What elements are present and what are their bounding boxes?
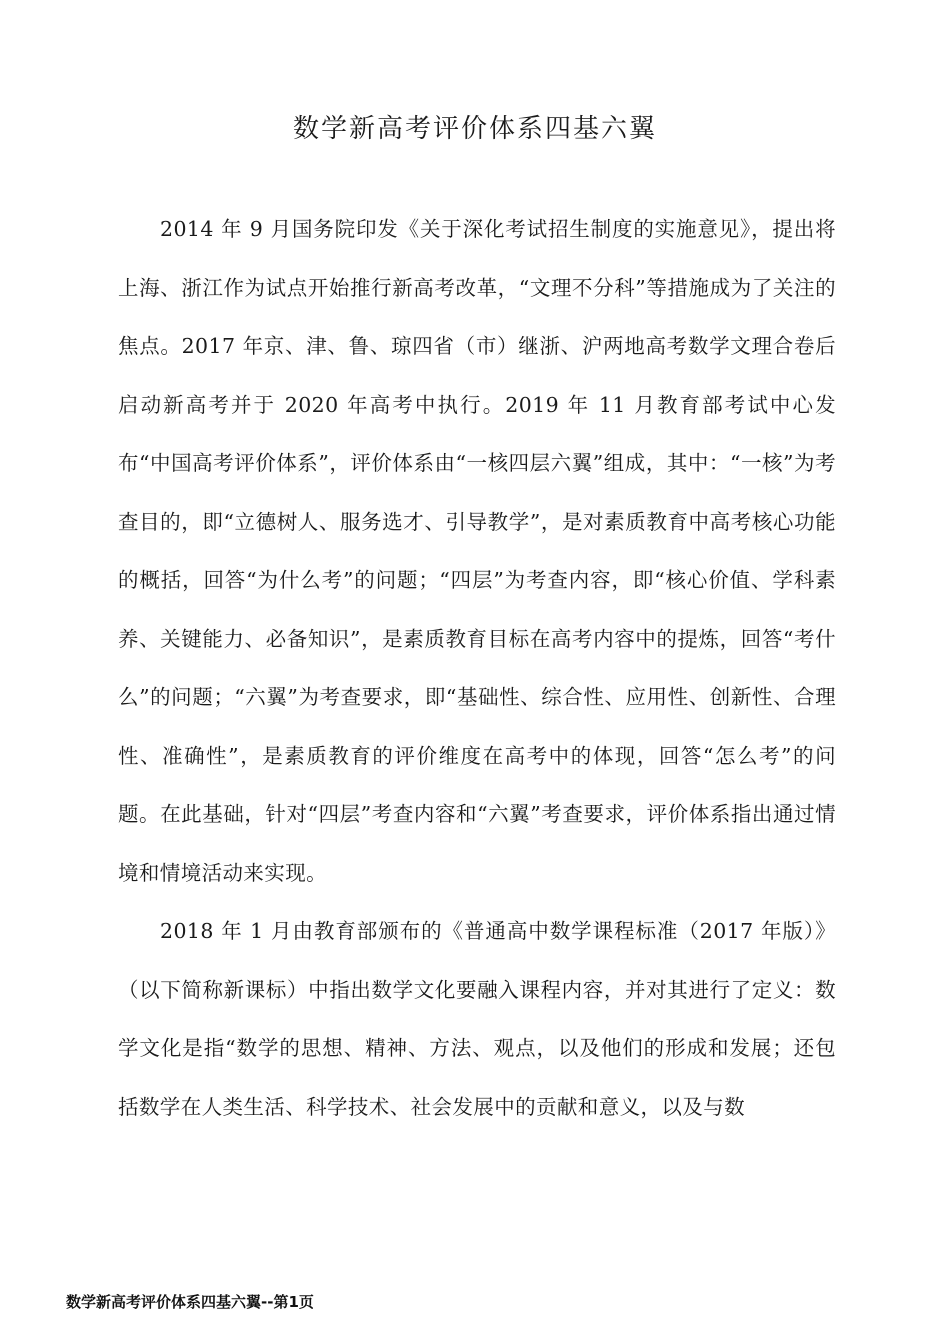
document-title: 数学新高考评价体系四基六翼 [292,114,657,144]
page-footer: 数学新高考评价体系四基六翼--第1页 [66,1293,314,1311]
paragraph-1: 2014 年 9 月国务院印发《关于深化考试招生制度的实施意见》，提出将上海、浙江作为试点开始推行新高考改革，“文理不分科”等措施成为了关注的焦点。2017 年京、津、鲁、琼四省（市）继浙、沪两地高考数学文理合卷后启动新高考并于 2020 年高考中执行。2019 年 11 月教育部考试中心发布“中国高考评价体系”，评价体系由“一核四层六翼”组成，其中：“一核”为考查目的，即“立德树人、服务选才、引导教学”，是对素质教育中高考核心功能的概括，回答“为什么考”的问题；“四层”为考查内容，即“核心价值、学科素养、关键能力、必备知识”，是素质教育目标在高考内容中的提炼，回答“考什么”的问题；“六翼”为考查要求，即“基础性、综合性、应用性、创新性、合理性、准确性”，是素质教育的评价维度在高考中的体现，回答“怎么考”的问题。在此基础，针对“四层”考查内容和“六翼”考查要求，评价体系指出通过情境和情境活动来实现。 [118,217,836,885]
paragraph-2: 2018 年 1 月由教育部颁布的《普通高中数学课程标准（2017 年版）》（以下简称新课标）中指出数学文化要融入课程内容，并对其进行了定义：数学文化是指“数学的思想、精神、方法、观点，以及他们的形成和发展；还包括数学在人类生活、科学技术、社会发展中的贡献和意义，以及与数 [118,919,836,1119]
document-body [118,200,836,1136]
